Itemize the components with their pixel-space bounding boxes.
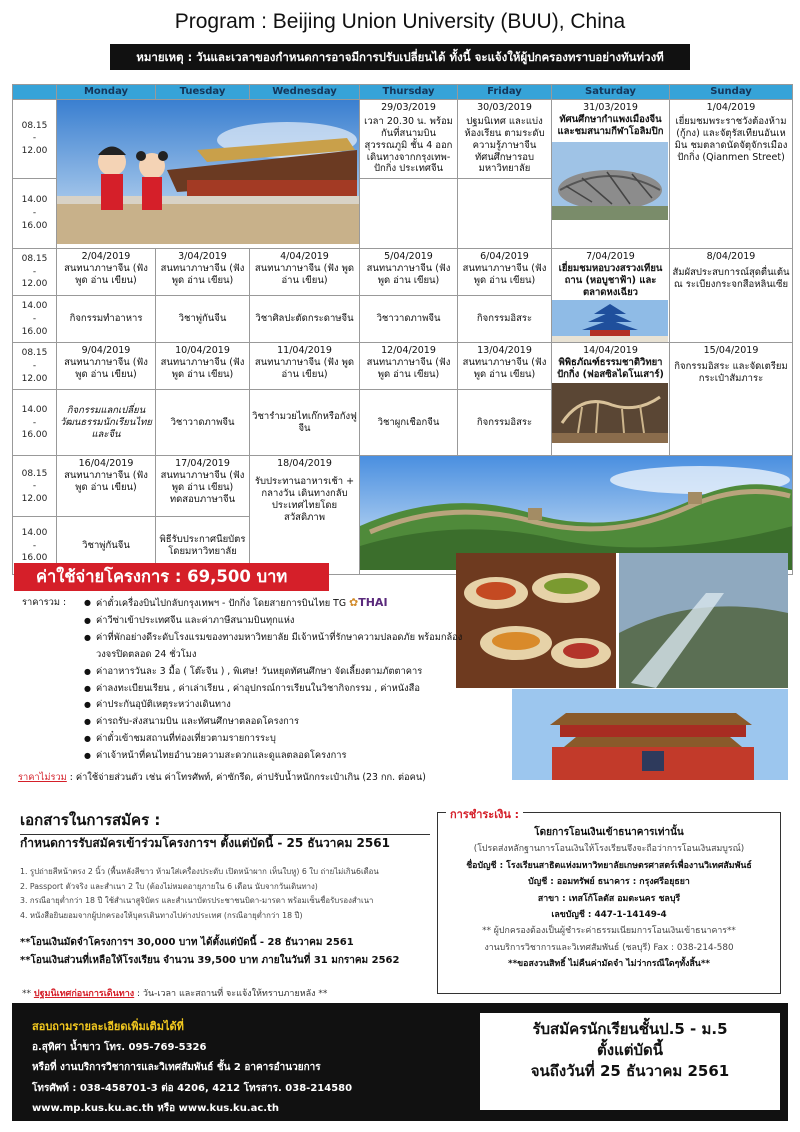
list-item: ● ค่าตั๋วเข้าชมสถานที่ท่องเที่ยวตามรายการระบุ: [84, 731, 469, 748]
cell-thu-w2-pm: วิชาวาดภาพจีน: [360, 296, 458, 343]
website-link[interactable]: www.mp.kus.ku.ac.th หรือ www.kus.ku.ac.th: [32, 1103, 279, 1114]
collage-illustration: [456, 553, 788, 780]
cell-tue-w3: 10/04/2019 สนทนาภาษาจีน (ฟัง พูด อ่าน เขียน): [156, 343, 250, 390]
cell-sat-w2: 7/04/2019 เยี่ยมชมหอบวงสรวงเทียนถาน (หอบูชาฟ้า) และ ตลาดหงเฉียว: [552, 248, 670, 343]
list-item: 1. รูปถ่ายสีหน้าตรง 2 นิ้ว (พื้นหลังสีขาว ห้ามใส่เครื่องประดับ เปิดหน้าผาก เห็นใบหู) 6 ใบ ถ่ายไม่เกิน6เดือน: [20, 867, 379, 876]
photo-collage: [456, 553, 788, 780]
time-afternoon: 14.00 - 16.00: [13, 296, 57, 343]
day-monday: Monday: [57, 85, 156, 100]
excluded-label: ราคาไม่รวม: [18, 772, 67, 783]
cell-wed-w3-pm: วิชารำมวยไทเก๊กหรือกังฟูจีน: [250, 390, 360, 456]
corner-cell: [13, 85, 57, 100]
day-sunday: Sunday: [670, 85, 793, 100]
day-saturday: Saturday: [552, 85, 670, 100]
time-morning: 08.15 - 12.00: [13, 343, 57, 390]
documents-list: [20, 865, 440, 923]
enrollment-box: รับสมัครนักเรียนชั้นป.5 - ม.5 ตั้งแต่บัดนี้ จนถึงวันที่ 25 ธันวาคม 2561: [480, 1013, 780, 1110]
payment-details: โดยการโอนเงินเข้าธนาคารเท่านั้น (โปรดส่งหลักฐานการโอนเงินให้โรงเรียนจึงจะถือว่าการโอนเงินสมบูรณ์) ชื่อบัญชี : โรงเรียนสาธิตแห่งมหาวิทยาลัยเกษตรศาสตร์เพื่องานวิเทศสัมพันธ์ บัญชี : ออมทรัพย์ ธนาคาร : กรุงศรีอยุธยา สาขา : เทสโก้โลตัส อมตะนคร ชลบุรี เลขบัญชี : 447-1-14149-4 ** ผู้ปกครองต้องเป็นผู้ชำระค่าธรรมเนียมการโอนเงินเข้าธนาคาร** งานบริการวิชาการและวิเทศสัมพันธ์ (ชลบุรี) Fax : 038-214-580 **ขอสงวนสิทธิ์ ไม่คืนค่ามัดจำ ไม่ว่ากรณีใดๆทั้งสิ้น**: [466, 827, 752, 970]
cell-wed-w4: 18/04/2019 รับประทานอาหารเช้า + กลางวัน เดินทางกลับประเทศไทยโดยสวัสดิภาพ: [250, 456, 360, 575]
payment-box: [437, 808, 781, 994]
list-item: ● ค่าเจ้าหน้าที่คนไทยอำนวยความสะดวกและดูแลตลอดโครงการ: [84, 748, 469, 765]
list-item: 3. กรณีอายุต่ำกว่า 18 ปี ใช้สำเนาสูจิบัตร และสำเนาบัตรประชาชนบิดา-มารดา พร้อมเซ็นชื่อรับรองสำเนา: [20, 896, 374, 906]
cell-tue-w3-pm: วิชาวาดภาพจีน: [156, 390, 250, 456]
list-item: ● ค่าอาหารวันละ 3 มื้อ ( โต๊ะจีน ) , พิเศษ! วันหยุดทัศนศึกษา จัดเลี้ยงตามภัตตาคาร: [84, 664, 469, 681]
cost-banner: ค่าใช้จ่ายโครงการ : 69,500 บาท: [14, 563, 329, 591]
list-item: ● ค่าตั๋วเครื่องบินไปกลับกรุงเทพฯ - ปักกิ่ง โดยสายการบินไทย TG ✿THAI: [84, 595, 469, 613]
time-morning: 08.15 - 12.00: [13, 100, 57, 179]
cell-tue-w2-pm: วิชาพู่กันจีน: [156, 296, 250, 343]
cell-tue-w2: 3/04/2019 สนทนาภาษาจีน (ฟัง พูด อ่าน เขียน): [156, 248, 250, 295]
time-afternoon: 14.00 - 16.00: [13, 390, 57, 456]
day-thursday: Thursday: [360, 85, 458, 100]
cost-included-label: ราคารวม :: [22, 597, 67, 608]
footer: [12, 1003, 788, 1121]
birds-nest-image: [552, 142, 668, 220]
cell-sun-w2: 8/04/2019 สัมผัสประสบการณ์สุดตื่นเต้น ณ ระเบียงกระจกสือหลินเซีย: [670, 248, 793, 343]
forbidden-city-image: [57, 100, 360, 249]
list-item: ● ค่าวีซ่าเข้าประเทศจีน และค่าภาษีสนามบินทุกแห่ง: [84, 613, 469, 630]
cell-thu-w3-pm: วิชาผูกเชือกจีน: [360, 390, 458, 456]
cell-tue-w4: 17/04/2019 สนทนาภาษาจีน (ฟัง พูด อ่าน เขียน) ทดสอบภาษาจีน: [156, 456, 250, 517]
list-item: ● ค่าประกันอุบัติเหตุระหว่างเดินทาง: [84, 697, 469, 714]
fee-notes: **โอนเงินมัดจำโครงการฯ 30,000 บาท ได้ตั้งแต่บัดนี้ - 28 ธันวาคม 2561 **โอนเงินส่วนที่เหลือให้โรงเรียน จำนวน 39,500 บาท ภายในวันที่ 31 มกราคม 2562: [20, 937, 400, 966]
application-period: กำหนดการรับสมัครเข้าร่วมโครงการฯ ตั้งแต่บัดนี้ - 25 ธันวาคม 2561: [20, 836, 390, 850]
orientation-note: ** ปฐมนิเทศก่อนการเดินทาง : วัน-เวลา และสถานที่ จะแจ้งให้ทราบภายหลัง **: [22, 989, 328, 999]
list-item: ● ค่าลงทะเบียนเรียน , ค่าเล่าเรียน , ค่าอุปกรณ์การเรียนในวิชากิจกรรม , ค่าหนังสือ: [84, 681, 469, 698]
cell-thu-w1: 29/03/2019 เวลา 20.30 น. พร้อมกันที่สนามบินสุวรรณภูมิ ชั้น 4 ออกเดินทางจากกรุงเทพ-ปักกิ่ง ประเทศจีน: [360, 100, 458, 179]
cell-sat-w3: 14/04/2019 พิพิธภัณฑ์ธรรมชาติวิทยาปักกิ่ง (ฟอสซิลไดโนเสาร์): [552, 343, 670, 456]
page-title: Program : Beijing Union University (BUU), China: [174, 10, 626, 33]
forbidden-city-illustration: [57, 100, 360, 244]
cost-list: [84, 595, 469, 765]
list-item: ● ค่าที่พักอย่างดีระดับโรงแรมของทางมหาวิทยาลัย มีเจ้าหน้าที่รักษาความปลอดภัย พร้อมกล้องวงจรปิดตลอด 24 ชั่วโมง: [84, 630, 469, 664]
cell-mon-w3-pm: กิจกรรมแลกเปลี่ยนวัฒนธรรมนักเรียนไทยและจีน: [57, 390, 156, 456]
day-friday: Friday: [458, 85, 552, 100]
documents-heading: เอกสารในการสมัคร :: [20, 808, 430, 835]
time-morning: 08.15 - 12.00: [13, 456, 57, 517]
schedule-table: [12, 84, 793, 575]
temple-of-heaven-image: [552, 300, 668, 342]
cell-thu-w1-pm: [360, 178, 458, 248]
time-afternoon: 14.00 - 16.00: [13, 517, 57, 575]
cost-excluded: ราคาไม่รวม : ค่าใช้จ่ายส่วนตัว เช่น ค่าโทรศัพท์, ค่าซักรีด, ค่าปรับน้ำหนักกระเป๋าเกิน (23 กก. ต่อคน): [18, 772, 426, 783]
payment-heading: การชำระเงิน :: [446, 805, 523, 823]
cell-fri-w3-pm: กิจกรรมอิสระ: [458, 390, 552, 456]
cell-mon-w2-pm: กิจกรรมทำอาหาร: [57, 296, 156, 343]
cell-mon-w3: 9/04/2019 สนทนาภาษาจีน (ฟัง พูด อ่าน เขียน): [57, 343, 156, 390]
cell-thu-w3: 12/04/2019 สนทนาภาษาจีน (ฟัง พูด อ่าน เขียน): [360, 343, 458, 390]
thai-airways-logo: ✿THAI: [349, 596, 388, 609]
cell-mon-w4: 16/04/2019 สนทนาภาษาจีน (ฟัง พูด อ่าน เขียน): [57, 456, 156, 517]
cell-fri-w1: 30/03/2019 ปฐมนิเทศ และแบ่งห้องเรียน ตามระดับความรู้ภาษาจีน ทัศนศึกษารอบมหาวิทยาลัย: [458, 100, 552, 179]
cell-mon-w2: 2/04/2019 สนทนาภาษาจีน (ฟัง พูด อ่าน เขียน): [57, 248, 156, 295]
cell-mon-w4-pm: วิชาพู่กันจีน: [57, 517, 156, 575]
dinosaur-fossil-image: [552, 383, 668, 443]
notice-banner: หมายเหตุ : วันและเวลาของกำหนดการอาจมีการปรับเปลี่ยนได้ ทั้งนี้ จะแจ้งให้ผู้ปกครองทราบอย่างทันท่วงที: [110, 44, 690, 70]
day-tuesday: Tuesday: [156, 85, 250, 100]
cell-sun-w3: 15/04/2019 กิจกรรมอิสระ และจัดเตรียมกระเป๋าสัมภาระ: [670, 343, 793, 456]
cell-fri-w2-pm: กิจกรรมอิสระ: [458, 296, 552, 343]
cell-fri-w3: 13/04/2019 สนทนาภาษาจีน (ฟัง พูด อ่าน เขียน): [458, 343, 552, 390]
cell-wed-w2-pm: วิชาศิลปะตัดกระดาษจีน: [250, 296, 360, 343]
cell-thu-w2: 5/04/2019 สนทนาภาษาจีน (ฟัง พูด อ่าน เขียน): [360, 248, 458, 295]
day-wednesday: Wednesday: [250, 85, 360, 100]
list-item: ● ค่ารถรับ-ส่งสนามบิน และทัศนศึกษาตลอดโครงการ: [84, 714, 469, 731]
cell-sat-w1: 31/03/2019 ทัศนศึกษากำแพงเมืองจีน และชมสนามกีฬาโอลิมปิก: [552, 100, 670, 249]
footer-contact: สอบถามรายละเอียดเพิ่มเติมได้ที่ อ.สุทิศา น้ำขาว โทร. 095-769-5326 หรือที่ งานบริการวิชาการและวิเทศสัมพันธ์ ชั้น 2 อาคารอำนวยการ โทรศัพท์ : 038-458701-3 ต่อ 4206, 4212 โทรสาร. 038-214580 www.mp.kus.ku.ac.th หรือ www.kus.ku.ac.th: [32, 1017, 352, 1120]
time-afternoon: 14.00 - 16.00: [13, 178, 57, 248]
cell-tue-w4-pm: พิธีรับประกาศนียบัตรโดยมหาวิทยาลัย: [156, 517, 250, 575]
list-item: 4. หนังสือยินยอมจากผู้ปกครองให้บุตรเดินทางไปต่างประเทศ (กรณีอายุต่ำกว่า 18 ปี): [20, 910, 303, 920]
list-item: 2. Passport ตัวจริง และสำเนา 2 ใบ (ต้องไม่หมดอายุภายใน 6 เดือน นับจากวันเดินทาง): [20, 881, 318, 891]
cell-fri-w2: 6/04/2019 สนทนาภาษาจีน (ฟัง พูด อ่าน เขียน): [458, 248, 552, 295]
cell-fri-w1-pm: [458, 178, 552, 248]
cell-sun-w1: 1/04/2019 เยี่ยมชมพระราชวังต้องห้าม (กู้กง) และจัตุรัสเทียนอันเหมิน ชมตลาดนัดจัตุจักรเมืองปักกิ่ง (Qianmen Street): [670, 100, 793, 249]
time-morning: 08.15 - 12.00: [13, 248, 57, 295]
cell-wed-w2: 4/04/2019 สนทนาภาษาจีน (ฟัง พูด อ่าน เขียน): [250, 248, 360, 295]
cell-wed-w3: 11/04/2019 สนทนาภาษาจีน (ฟัง พูด อ่าน เขียน): [250, 343, 360, 390]
